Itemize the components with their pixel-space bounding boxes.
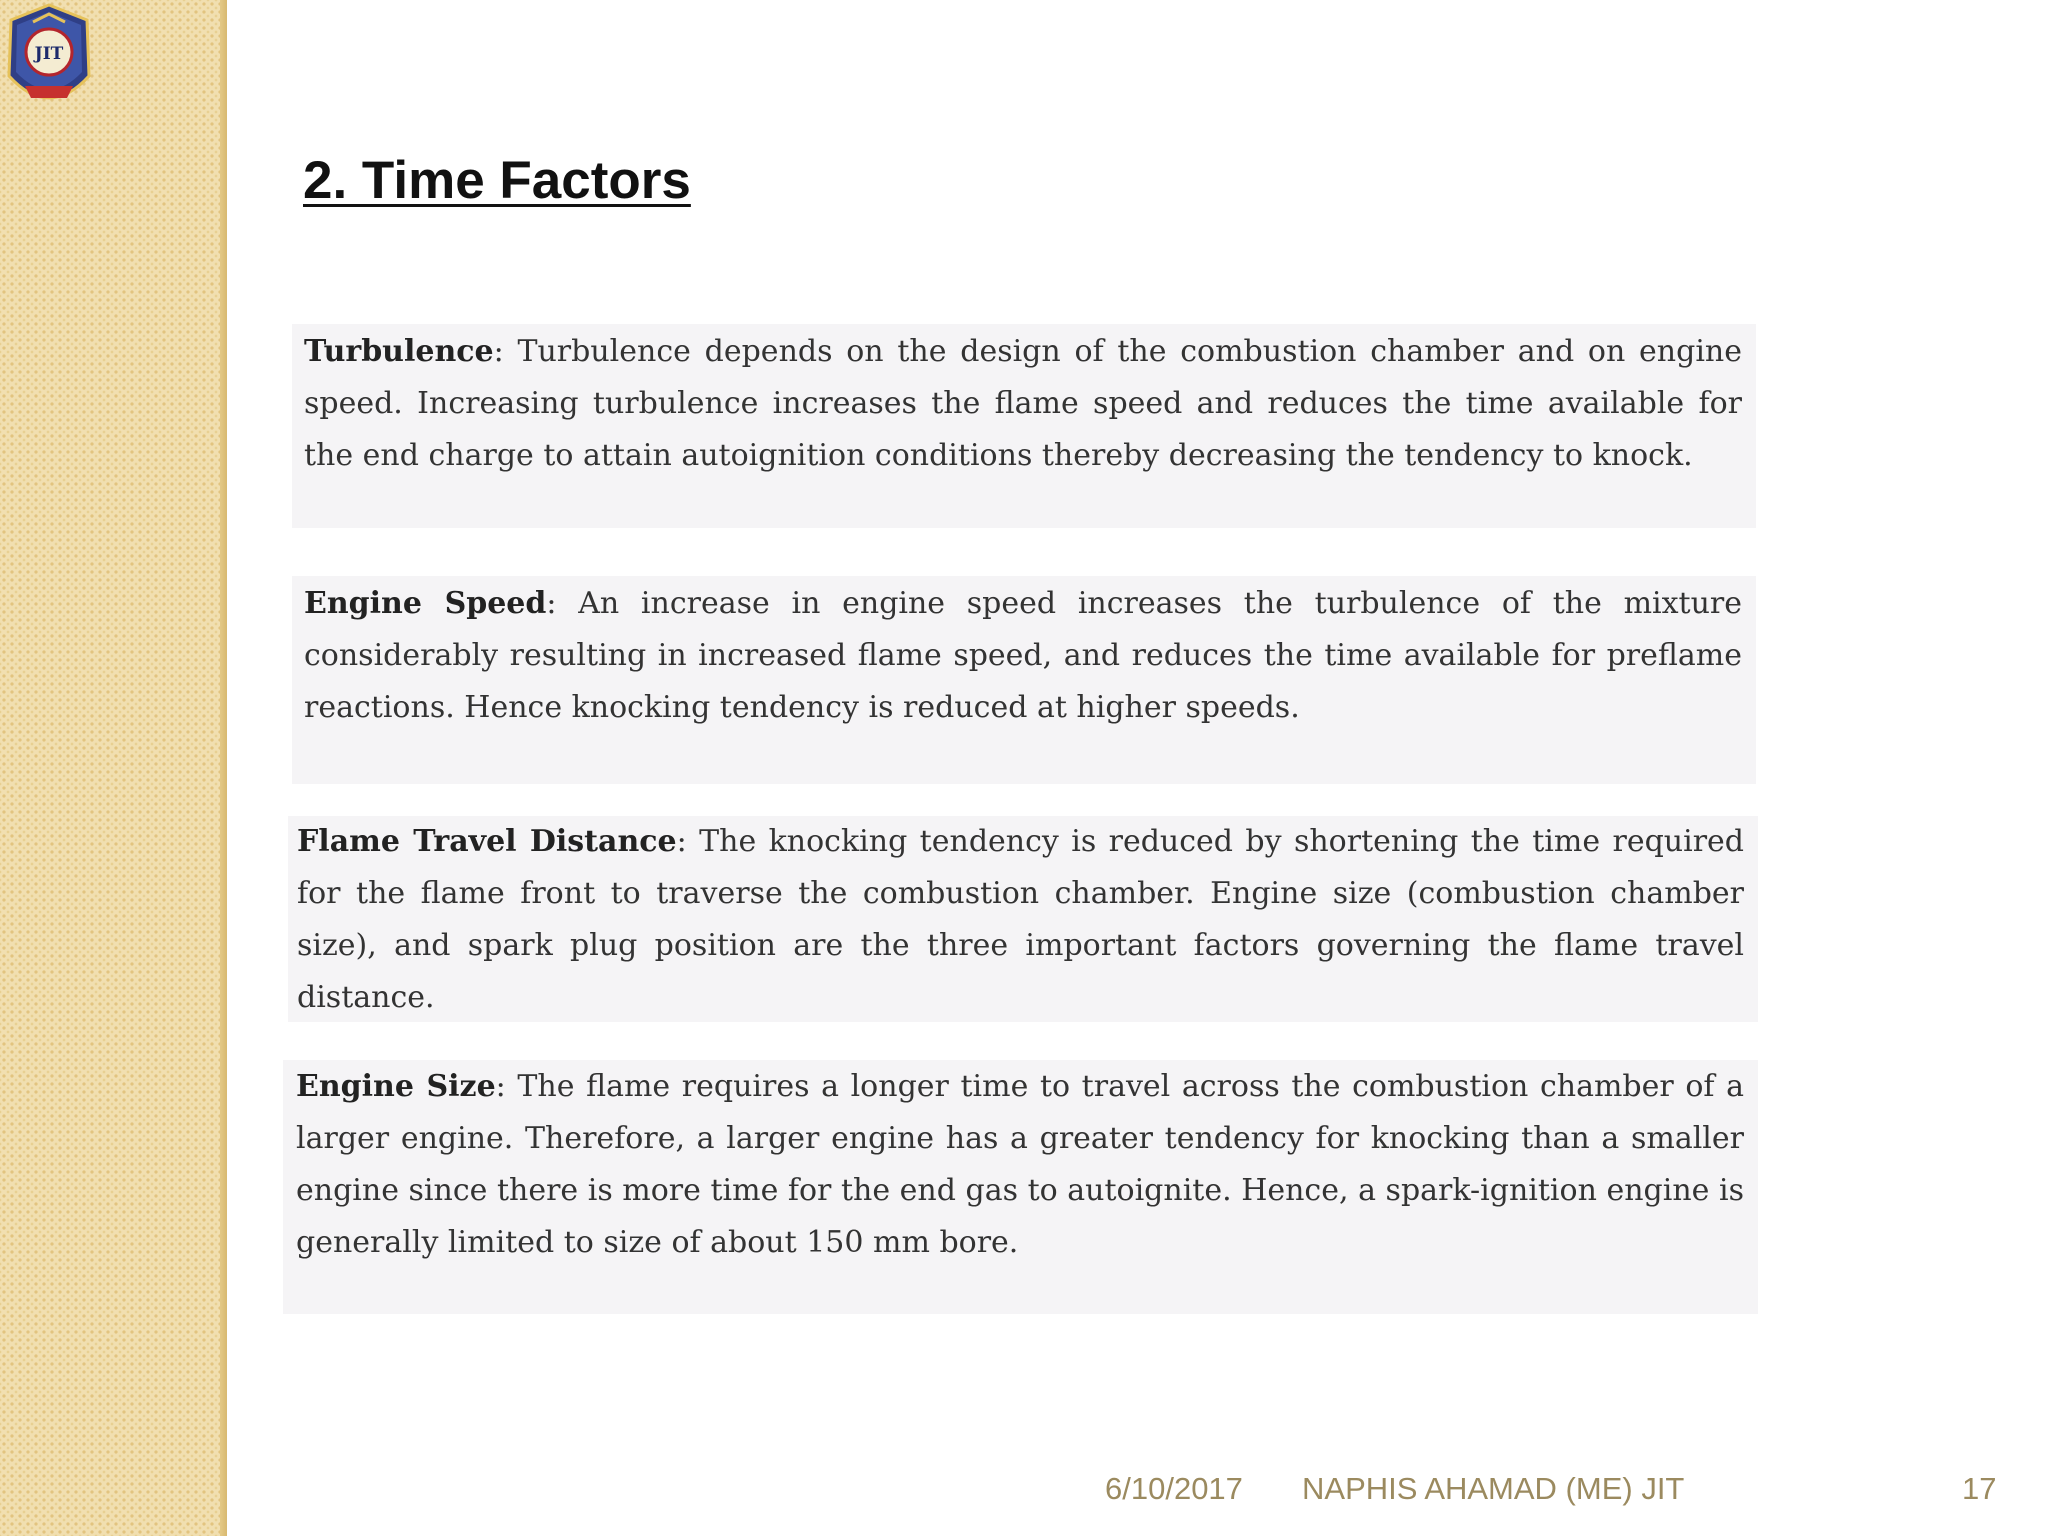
paragraph-text: : Turbulence depends on the design of the combustion chamber and on engine speed. Increasing turbulence increases the flame speed and reduces the time available for the end charge to attain autoignition conditions thereby decreasing the tendency to knock. — [304, 334, 1742, 473]
footer-page-number: 17 — [1962, 1471, 1997, 1506]
paragraph-term: Flame Travel Distance — [297, 824, 677, 859]
paragraph-text: : The knocking tendency is reduced by shortening the time required for the flame front to traverse the combustion chamber. Engine size (combustion chamber size), and spark plug position are the three important factors governing the flame travel distance. — [297, 824, 1744, 1015]
institute-logo — [3, 2, 95, 117]
sidebar-edge — [220, 0, 227, 1536]
decorative-sidebar — [0, 0, 227, 1536]
footer-date: 6/10/2017 — [1105, 1471, 1243, 1506]
logo-text: JIT — [34, 44, 64, 64]
slide-title: 2. Time Factors — [303, 151, 691, 210]
paragraph-flame-travel-distance — [288, 816, 1758, 1022]
paragraph-term: Engine Speed — [304, 586, 547, 621]
paragraph-text: : The flame requires a longer time to travel across the combustion chamber of a larger engine. Therefore, a larger engine has a greater tendency for knocking than a smaller engine since there is more time for the end gas to autoignite. Hence, a spark-ignition engine is generally limited to size of about 150 mm bore. — [296, 1069, 1744, 1260]
paragraph-engine-size — [283, 1060, 1758, 1314]
paragraph-turbulence — [292, 324, 1756, 528]
paragraph-engine-speed — [292, 576, 1756, 784]
footer-author: NAPHIS AHAMAD (ME) JIT — [1302, 1471, 1685, 1506]
paragraph-term: Engine Size — [296, 1069, 496, 1104]
paragraph-text: : An increase in engine speed increases the turbulence of the mixture considerably resulting in increased flame speed, and reduces the time available for preflame reactions. Hence knocking tendency is reduced at higher speeds. — [304, 586, 1742, 725]
paragraph-term: Turbulence — [304, 334, 494, 369]
